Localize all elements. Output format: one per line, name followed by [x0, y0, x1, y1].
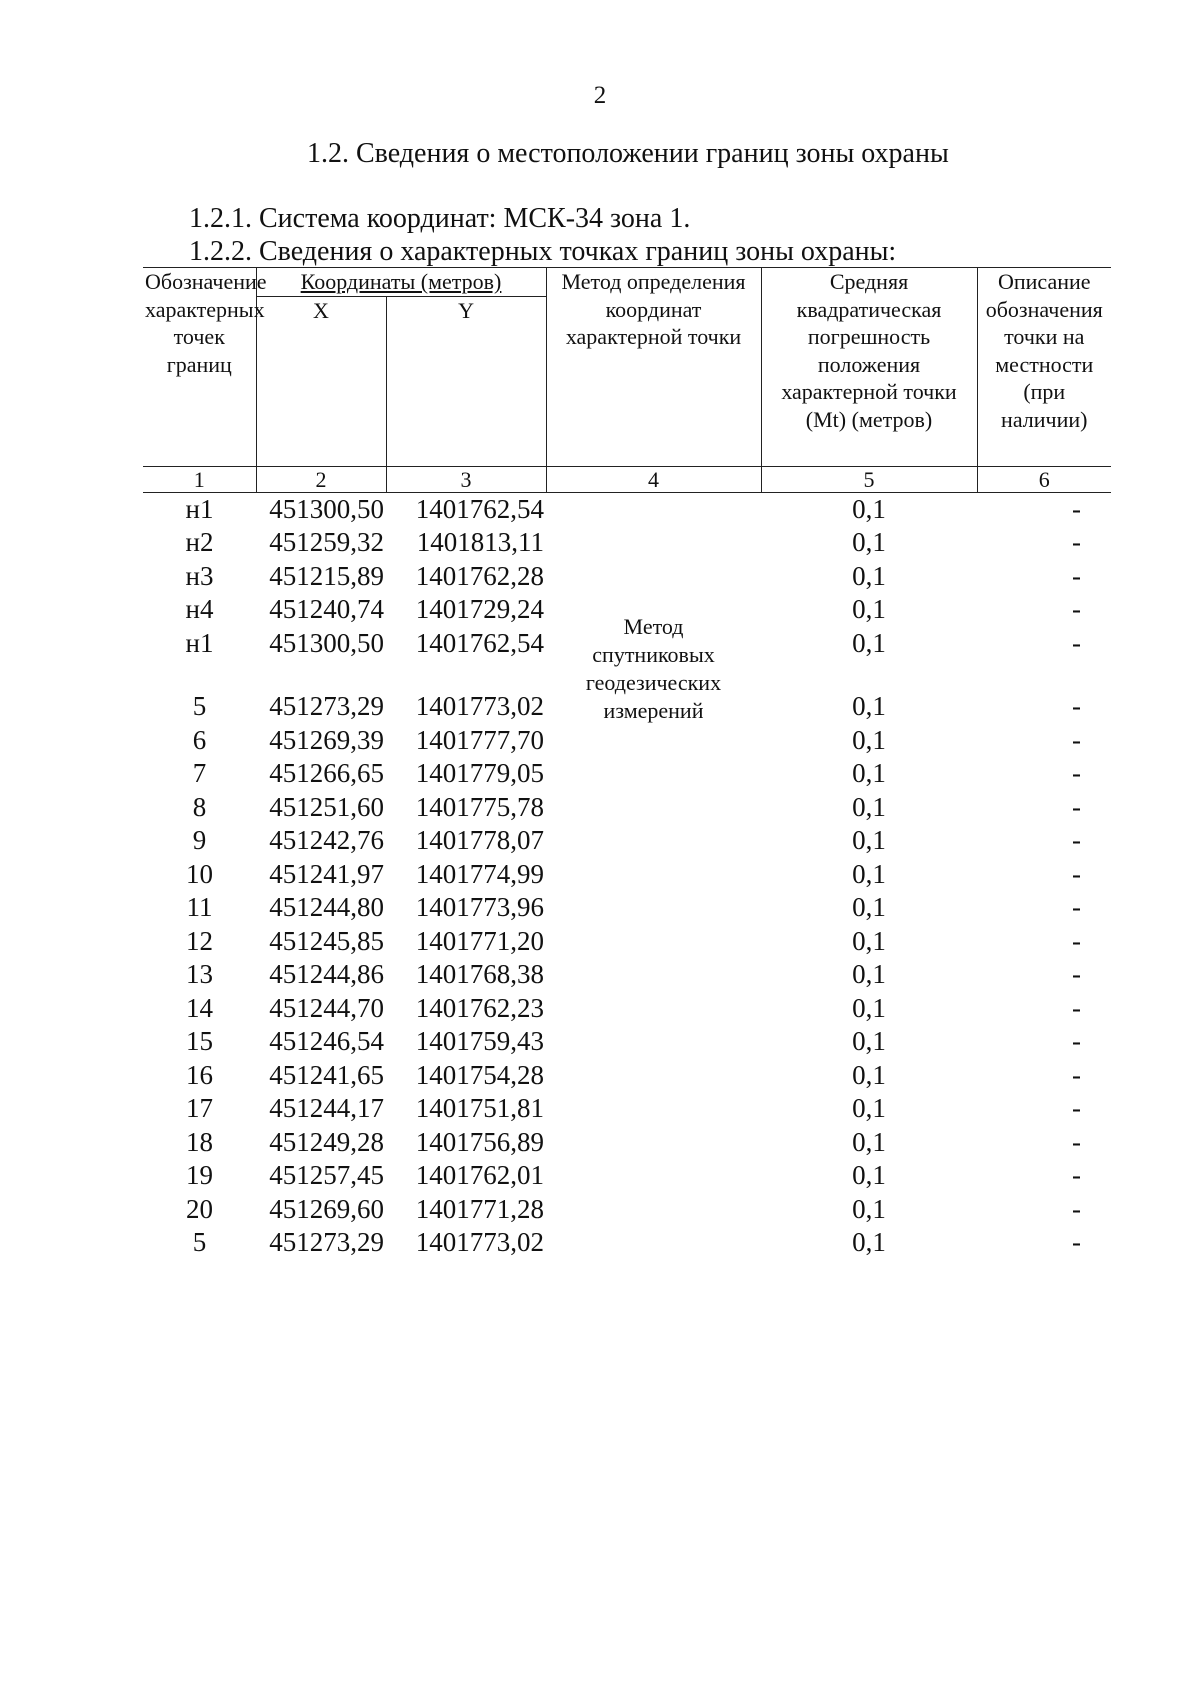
empty-cell — [256, 660, 386, 690]
x-coordinate-cell: 451241,97 — [269, 858, 384, 889]
column-number: 4 — [546, 466, 761, 492]
point-id-cell: 12 — [186, 925, 213, 956]
y-coordinate-cell: 1401729,24 — [415, 594, 545, 624]
table-row — [143, 492, 1111, 526]
point-id-cell: 9 — [192, 825, 207, 855]
point-id-cell: 19 — [186, 1160, 213, 1190]
description-cell: - — [1072, 560, 1082, 591]
x-coordinate-cell: 451241,65 — [269, 1059, 384, 1090]
header-description: Описание обозначения точки на местности (при наличии) — [977, 268, 1111, 467]
point-id-cell: 16 — [186, 1059, 213, 1090]
empty-cell — [761, 660, 977, 690]
y-coordinate-cell: 1401762,23 — [415, 992, 545, 1023]
section-title: 1.2. Сведения о местоположении границ зоны охраны — [307, 138, 949, 169]
point-id-cell: 18 — [186, 1126, 213, 1157]
description-cell: - — [1072, 1093, 1082, 1123]
y-coordinate-cell: 1401759,43 — [415, 1026, 545, 1056]
point-id-cell: 6 — [192, 724, 207, 755]
y-coordinate-cell: 1401762,01 — [415, 1160, 545, 1190]
y-coordinate-cell: 1401773,02 — [415, 691, 545, 721]
y-coordinate-cell: 1401754,28 — [415, 1059, 545, 1090]
method-text: Метод спутниковых геодезических измерений — [585, 613, 722, 723]
column-number: 5 — [761, 466, 977, 492]
rms-error-cell: 0,1 — [852, 560, 886, 591]
y-coordinate-cell: 1401774,99 — [415, 858, 545, 889]
x-coordinate-cell: 451249,28 — [269, 1126, 384, 1157]
x-coordinate-cell: 451244,80 — [269, 892, 384, 922]
description-cell: - — [1072, 925, 1082, 956]
point-id-cell: н2 — [185, 527, 214, 557]
y-coordinate-cell: 1401768,38 — [415, 959, 545, 989]
header-rms-error: Средняя квадратическая погрешность положения характерной точки (Mt) (метров) — [761, 268, 977, 467]
rms-error-cell: 0,1 — [852, 1126, 886, 1157]
header-method: Метод определения координат характерной точки — [546, 268, 761, 467]
point-id-cell: 11 — [186, 892, 213, 922]
header-x: X — [256, 296, 386, 466]
rms-error-cell: 0,1 — [852, 791, 886, 822]
x-coordinate-cell: 451273,29 — [269, 1227, 384, 1257]
rms-error-cell: 0,1 — [852, 627, 886, 658]
point-id-cell: 5 — [192, 691, 207, 721]
x-coordinate-cell: 451273,29 — [269, 691, 384, 721]
x-coordinate-cell: 451244,70 — [269, 992, 384, 1023]
points-table — [143, 267, 1111, 1260]
x-coordinate-cell: 451244,86 — [269, 959, 384, 989]
description-cell: - — [1072, 627, 1082, 658]
points-heading: 1.2.2. Сведения о характерных точках границ зоны охраны: — [189, 236, 897, 267]
point-id-cell: н4 — [185, 594, 214, 624]
rms-error-cell: 0,1 — [852, 691, 886, 721]
y-coordinate-cell: 1401756,89 — [415, 1126, 545, 1157]
point-id-cell: 8 — [192, 791, 207, 822]
x-coordinate-cell: 451245,85 — [269, 925, 384, 956]
x-coordinate-cell: 451257,45 — [269, 1160, 384, 1190]
description-cell: - — [1072, 493, 1082, 524]
header-point-designation: Обозначение характерных точек границ — [143, 268, 256, 467]
point-id-cell: 20 — [186, 1193, 213, 1224]
rms-error-cell: 0,1 — [852, 493, 886, 524]
column-number: 2 — [256, 466, 386, 492]
y-coordinate-cell: 1401813,11 — [416, 527, 545, 557]
point-id-cell: 10 — [186, 858, 213, 889]
point-id-cell: 14 — [186, 992, 213, 1023]
description-cell: - — [1072, 1026, 1082, 1056]
rms-error-cell: 0,1 — [852, 1059, 886, 1090]
points-table-container — [143, 267, 1111, 1260]
rms-error-cell: 0,1 — [852, 1093, 886, 1123]
description-cell: - — [1072, 527, 1082, 557]
y-coordinate-cell: 1401773,02 — [415, 1227, 545, 1257]
y-coordinate-cell: 1401762,28 — [415, 560, 545, 591]
y-coordinate-cell: 1401762,54 — [415, 493, 545, 524]
x-coordinate-cell: 451251,60 — [269, 791, 384, 822]
y-coordinate-cell: 1401771,28 — [415, 1193, 545, 1224]
y-coordinate-cell: 1401777,70 — [415, 724, 545, 755]
y-coordinate-cell: 1401779,05 — [415, 758, 545, 788]
rms-error-cell: 0,1 — [852, 825, 886, 855]
x-coordinate-cell: 451269,39 — [269, 724, 384, 755]
column-number: 1 — [143, 466, 256, 492]
description-cell: - — [1072, 892, 1082, 922]
description-cell: - — [1072, 758, 1082, 788]
y-coordinate-cell: 1401751,81 — [415, 1093, 545, 1123]
x-coordinate-cell: 451300,50 — [269, 627, 384, 658]
point-id-cell: 13 — [186, 959, 213, 989]
y-coordinate-cell: 1401762,54 — [415, 627, 545, 658]
description-cell: - — [1072, 1126, 1082, 1157]
points-table-body — [143, 492, 1111, 1260]
description-cell: - — [1072, 724, 1082, 755]
method-cell — [546, 492, 761, 1260]
point-id-cell: 5 — [192, 1227, 207, 1257]
x-coordinate-cell: 451240,74 — [269, 594, 384, 624]
y-coordinate-cell: 1401775,78 — [415, 791, 545, 822]
y-coordinate-cell: 1401778,07 — [415, 825, 545, 855]
description-cell: - — [1072, 1160, 1082, 1190]
rms-error-cell: 0,1 — [852, 925, 886, 956]
description-cell: - — [1072, 992, 1082, 1023]
x-coordinate-cell: 451259,32 — [269, 527, 384, 557]
rms-error-cell: 0,1 — [852, 724, 886, 755]
rms-error-cell: 0,1 — [852, 1026, 886, 1056]
x-coordinate-cell: 451244,17 — [269, 1093, 384, 1123]
rms-error-cell: 0,1 — [852, 527, 886, 557]
description-cell: - — [1072, 1193, 1082, 1224]
empty-cell — [386, 660, 546, 690]
y-coordinate-cell: 1401771,20 — [415, 925, 545, 956]
rms-error-cell: 0,1 — [852, 758, 886, 788]
x-coordinate-cell: 451300,50 — [269, 493, 384, 524]
page-number: 2 — [593, 82, 607, 109]
point-id-cell: н3 — [185, 560, 214, 591]
description-cell: - — [1072, 858, 1082, 889]
point-id-cell: 7 — [192, 758, 207, 788]
description-cell: - — [1072, 1227, 1082, 1257]
empty-cell — [143, 660, 256, 690]
column-number: 6 — [977, 466, 1111, 492]
x-coordinate-cell: 451266,65 — [269, 758, 384, 788]
header-coordinates-label: Координаты (метров) — [300, 269, 502, 294]
description-cell: - — [1072, 825, 1082, 855]
description-cell: - — [1072, 691, 1082, 721]
point-id-cell: 15 — [186, 1026, 213, 1056]
rms-error-cell: 0,1 — [852, 858, 886, 889]
description-cell: - — [1072, 1059, 1082, 1090]
description-cell: - — [1072, 594, 1082, 624]
x-coordinate-cell: 451246,54 — [269, 1026, 384, 1056]
column-number-row — [143, 466, 1111, 492]
x-coordinate-cell: 451242,76 — [269, 825, 384, 855]
rms-error-cell: 0,1 — [852, 892, 886, 922]
rms-error-cell: 0,1 — [852, 1193, 886, 1224]
rms-error-cell: 0,1 — [852, 959, 886, 989]
rms-error-cell: 0,1 — [852, 1227, 886, 1257]
header-y: Y — [386, 296, 546, 466]
x-coordinate-cell: 451215,89 — [269, 560, 384, 591]
empty-cell — [977, 660, 1111, 690]
rms-error-cell: 0,1 — [852, 992, 886, 1023]
column-number: 3 — [386, 466, 546, 492]
description-cell: - — [1072, 791, 1082, 822]
point-id-cell: н1 — [185, 627, 214, 658]
description-cell: - — [1072, 959, 1082, 989]
rms-error-cell: 0,1 — [852, 1160, 886, 1190]
x-coordinate-cell: 451269,60 — [269, 1193, 384, 1224]
header-coordinates-group — [256, 268, 546, 297]
coordinate-system-line: 1.2.1. Система координат: МСК-34 зона 1. — [189, 203, 691, 234]
point-id-cell: 17 — [186, 1093, 213, 1123]
y-coordinate-cell: 1401773,96 — [415, 892, 545, 922]
point-id-cell: н1 — [185, 493, 214, 524]
rms-error-cell: 0,1 — [852, 594, 886, 624]
